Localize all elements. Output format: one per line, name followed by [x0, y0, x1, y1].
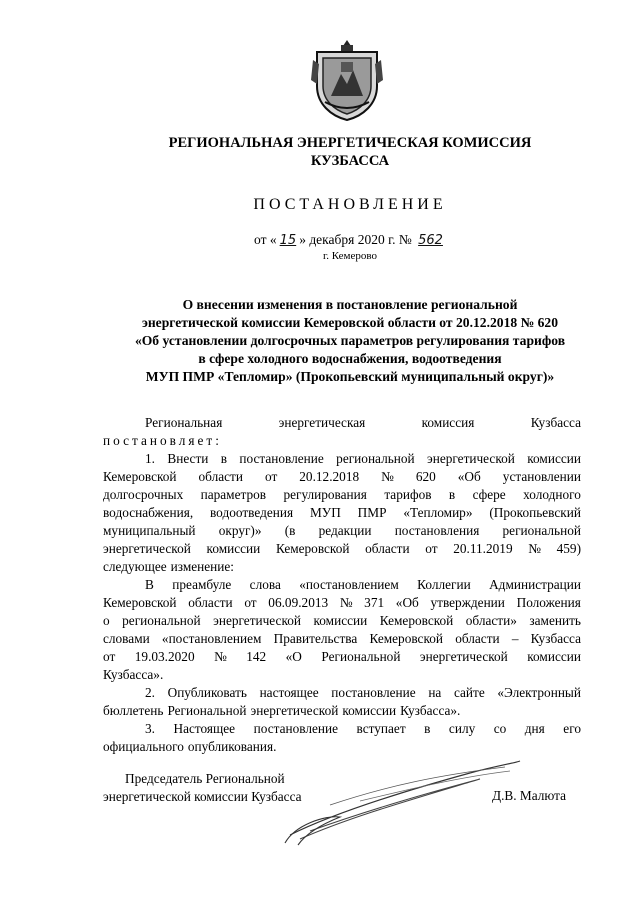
date-day: 15: [279, 233, 297, 248]
body-word: 19.03.2020: [134, 649, 195, 664]
body-word: постановления: [394, 523, 480, 538]
signatory-position-line1: Председатель Региональной: [125, 771, 285, 786]
handwritten-signature-icon: [270, 755, 530, 850]
body-word: постановление: [331, 685, 416, 700]
body-word: Администрации: [489, 577, 581, 592]
body-word: округ)»: [218, 523, 262, 538]
body-word: на: [428, 685, 442, 700]
body-word: в: [220, 451, 228, 466]
body-word: Кузбасса».: [103, 667, 164, 682]
body-word: «Об: [395, 595, 419, 610]
body-word: Региональной: [321, 649, 401, 664]
body-word: энергетической: [103, 541, 191, 556]
body-line: [103, 612, 581, 630]
body-word: 3.: [145, 721, 155, 736]
body-word: заменить: [529, 613, 581, 628]
body-line: [103, 576, 581, 594]
body-word: опубликования.: [187, 739, 277, 754]
body-word: Кузбасса».: [400, 703, 461, 718]
body-word: Внести: [167, 451, 209, 466]
body-word: о: [103, 613, 110, 628]
document-city: г. Кемерово: [322, 250, 378, 262]
body-word: комиссии: [342, 703, 397, 718]
body-line: [103, 630, 581, 648]
body-intro-line: [103, 414, 581, 432]
body-word: энергетическая: [278, 415, 366, 430]
body-word: Правительства: [273, 631, 358, 646]
document-date-line: [60, 232, 640, 248]
title-line: МУП ПМР «Тепломир» (Прокопьевский муниципальный округ)»: [145, 369, 555, 384]
body-word: Кемеровской: [369, 631, 443, 646]
body-word: Кемеровской: [103, 469, 177, 484]
body-word: «постановлением: [161, 631, 262, 646]
body-line: [103, 684, 581, 702]
date-prefix: от «: [254, 232, 277, 247]
body-word: №: [528, 541, 541, 556]
body-word: слова: [249, 577, 281, 592]
body-word: настоящее: [259, 685, 319, 700]
body-word: энергетической: [427, 451, 515, 466]
document-body: [103, 414, 581, 756]
body-word: в: [448, 487, 456, 502]
body-word: области: [188, 595, 233, 610]
body-word: Положения: [516, 595, 581, 610]
body-word: комиссии: [313, 613, 368, 628]
body-word: №: [381, 469, 394, 484]
body-word: Региональная: [145, 415, 223, 430]
body-line: [103, 450, 581, 468]
body-word: 371: [364, 595, 385, 610]
body-word: «постановлением: [299, 577, 399, 592]
body-word: водоснабжения,: [103, 505, 194, 520]
date-middle: » декабря 2020 г. №: [299, 232, 412, 247]
body-line: [103, 702, 581, 720]
body-word: изменение:: [170, 559, 234, 574]
signatory-name: Д.В. Малюта: [492, 788, 567, 803]
body-word: параметров: [200, 487, 267, 502]
body-intro-verb: [103, 432, 581, 450]
body-word: 620: [415, 469, 436, 484]
body-word: «Тепломир»: [403, 505, 473, 520]
body-word: холодного: [523, 487, 581, 502]
body-line: [103, 594, 581, 612]
body-line: [103, 648, 581, 666]
body-word: Кемеровской: [275, 541, 350, 556]
body-word: следующее: [103, 559, 167, 574]
body-word: муниципальный: [103, 523, 196, 538]
title-line: О внесении изменения в постановление региональной: [182, 297, 518, 312]
body-word: редакции: [318, 523, 372, 538]
body-word: регулирования: [283, 487, 367, 502]
body-word: 459): [556, 541, 581, 556]
body-word: вступает: [356, 721, 406, 736]
body-word: «Об: [457, 469, 481, 484]
body-word: тарифов: [384, 487, 432, 502]
coat-of-arms-emblem-icon: [311, 38, 383, 124]
body-word: Кузбасса: [530, 415, 581, 430]
body-word: –: [511, 631, 519, 646]
body-word: области»: [465, 613, 517, 628]
body-word: комиссии: [527, 649, 581, 664]
body-word: 142: [246, 649, 267, 664]
body-word: Опубликовать: [167, 685, 247, 700]
signatory-position: [103, 770, 302, 806]
body-word: Кузбасса: [530, 631, 581, 646]
body-word: (Прокопьевский: [489, 505, 581, 520]
title-line: «Об установлении долгосрочных параметров регулирования тарифов: [134, 333, 566, 348]
body-word: от: [103, 649, 116, 664]
title-line: энергетической комиссии Кемеровской области от 20.12.2018 № 620: [141, 315, 559, 330]
body-line: [103, 540, 581, 558]
body-word: «О: [285, 649, 302, 664]
body-line: [103, 486, 581, 504]
body-word: бюллетень: [103, 703, 164, 718]
body-word: комиссии: [527, 451, 581, 466]
body-word: области: [455, 631, 500, 646]
body-word: области: [198, 469, 243, 484]
body-line: [103, 468, 581, 486]
body-line: [103, 558, 581, 576]
body-word: (в: [284, 523, 296, 538]
body-word: Кемеровской: [103, 595, 177, 610]
document-number: 562: [418, 233, 443, 248]
body-word: установлении: [502, 469, 581, 484]
body-word: в: [424, 721, 431, 736]
body-line: [103, 720, 581, 738]
body-word: официального: [103, 739, 184, 754]
body-word: «Электронный: [497, 685, 581, 700]
document-type: ПОСТАНОВЛЕНИЕ: [253, 196, 447, 213]
body-word: силу: [448, 721, 476, 736]
body-word: утверждении: [430, 595, 505, 610]
body-word: от: [244, 595, 257, 610]
body-word: области: [365, 541, 410, 556]
body-line: [103, 738, 581, 756]
body-line: [103, 522, 581, 540]
title-line: в сфере холодного водоснабжения, водоотведения: [198, 351, 502, 366]
body-word: Коллегии: [417, 577, 471, 592]
body-word: комиссия: [421, 415, 475, 430]
body-word: сфере: [472, 487, 506, 502]
body-word: региональной: [122, 613, 201, 628]
body-word: комиссии: [206, 541, 261, 556]
body-word: 20.12.2018: [299, 469, 360, 484]
organization-name-line1: РЕГИОНАЛЬНАЯ ЭНЕРГЕТИЧЕСКАЯ КОМИССИЯ: [168, 135, 532, 151]
body-word: региональной: [336, 451, 415, 466]
body-word: со: [493, 721, 507, 736]
body-word: региональной: [502, 523, 581, 538]
body-word: Кемеровской: [379, 613, 454, 628]
body-word: словами: [103, 631, 150, 646]
body-word: его: [563, 721, 581, 736]
body-word: от: [425, 541, 438, 556]
body-word: долгосрочных: [103, 487, 184, 502]
body-word: постановление: [253, 721, 339, 736]
body-word: №: [339, 595, 353, 610]
body-word: 06.09.2013: [268, 595, 329, 610]
body-line: [103, 504, 581, 522]
body-word: ПМР: [357, 505, 387, 520]
signatory-position-line2: энергетической комиссии Кузбасса: [103, 789, 302, 804]
body-line: [103, 666, 581, 684]
body-word: дня: [524, 721, 545, 736]
body-word: №: [214, 649, 227, 664]
document-title: [60, 296, 640, 386]
body-word: 20.11.2019: [453, 541, 513, 556]
body-word: преамбуле: [172, 577, 232, 592]
body-word: энергетической: [250, 703, 339, 718]
body-word: энергетической: [419, 649, 508, 664]
body-word: постановление: [239, 451, 324, 466]
body-word: постановляет:: [103, 433, 222, 448]
body-word: 1.: [145, 451, 155, 466]
body-word: от: [264, 469, 278, 484]
body-word: Настоящее: [173, 721, 236, 736]
body-word: В: [145, 577, 154, 592]
body-word: энергетической: [213, 613, 301, 628]
body-word: Региональной: [167, 703, 247, 718]
body-word: МУП: [309, 505, 341, 520]
body-word: сайте: [453, 685, 485, 700]
organization-name-line2: КУЗБАССА: [310, 153, 390, 169]
body-word: 2.: [145, 685, 155, 700]
body-word: водоотведения: [210, 505, 294, 520]
